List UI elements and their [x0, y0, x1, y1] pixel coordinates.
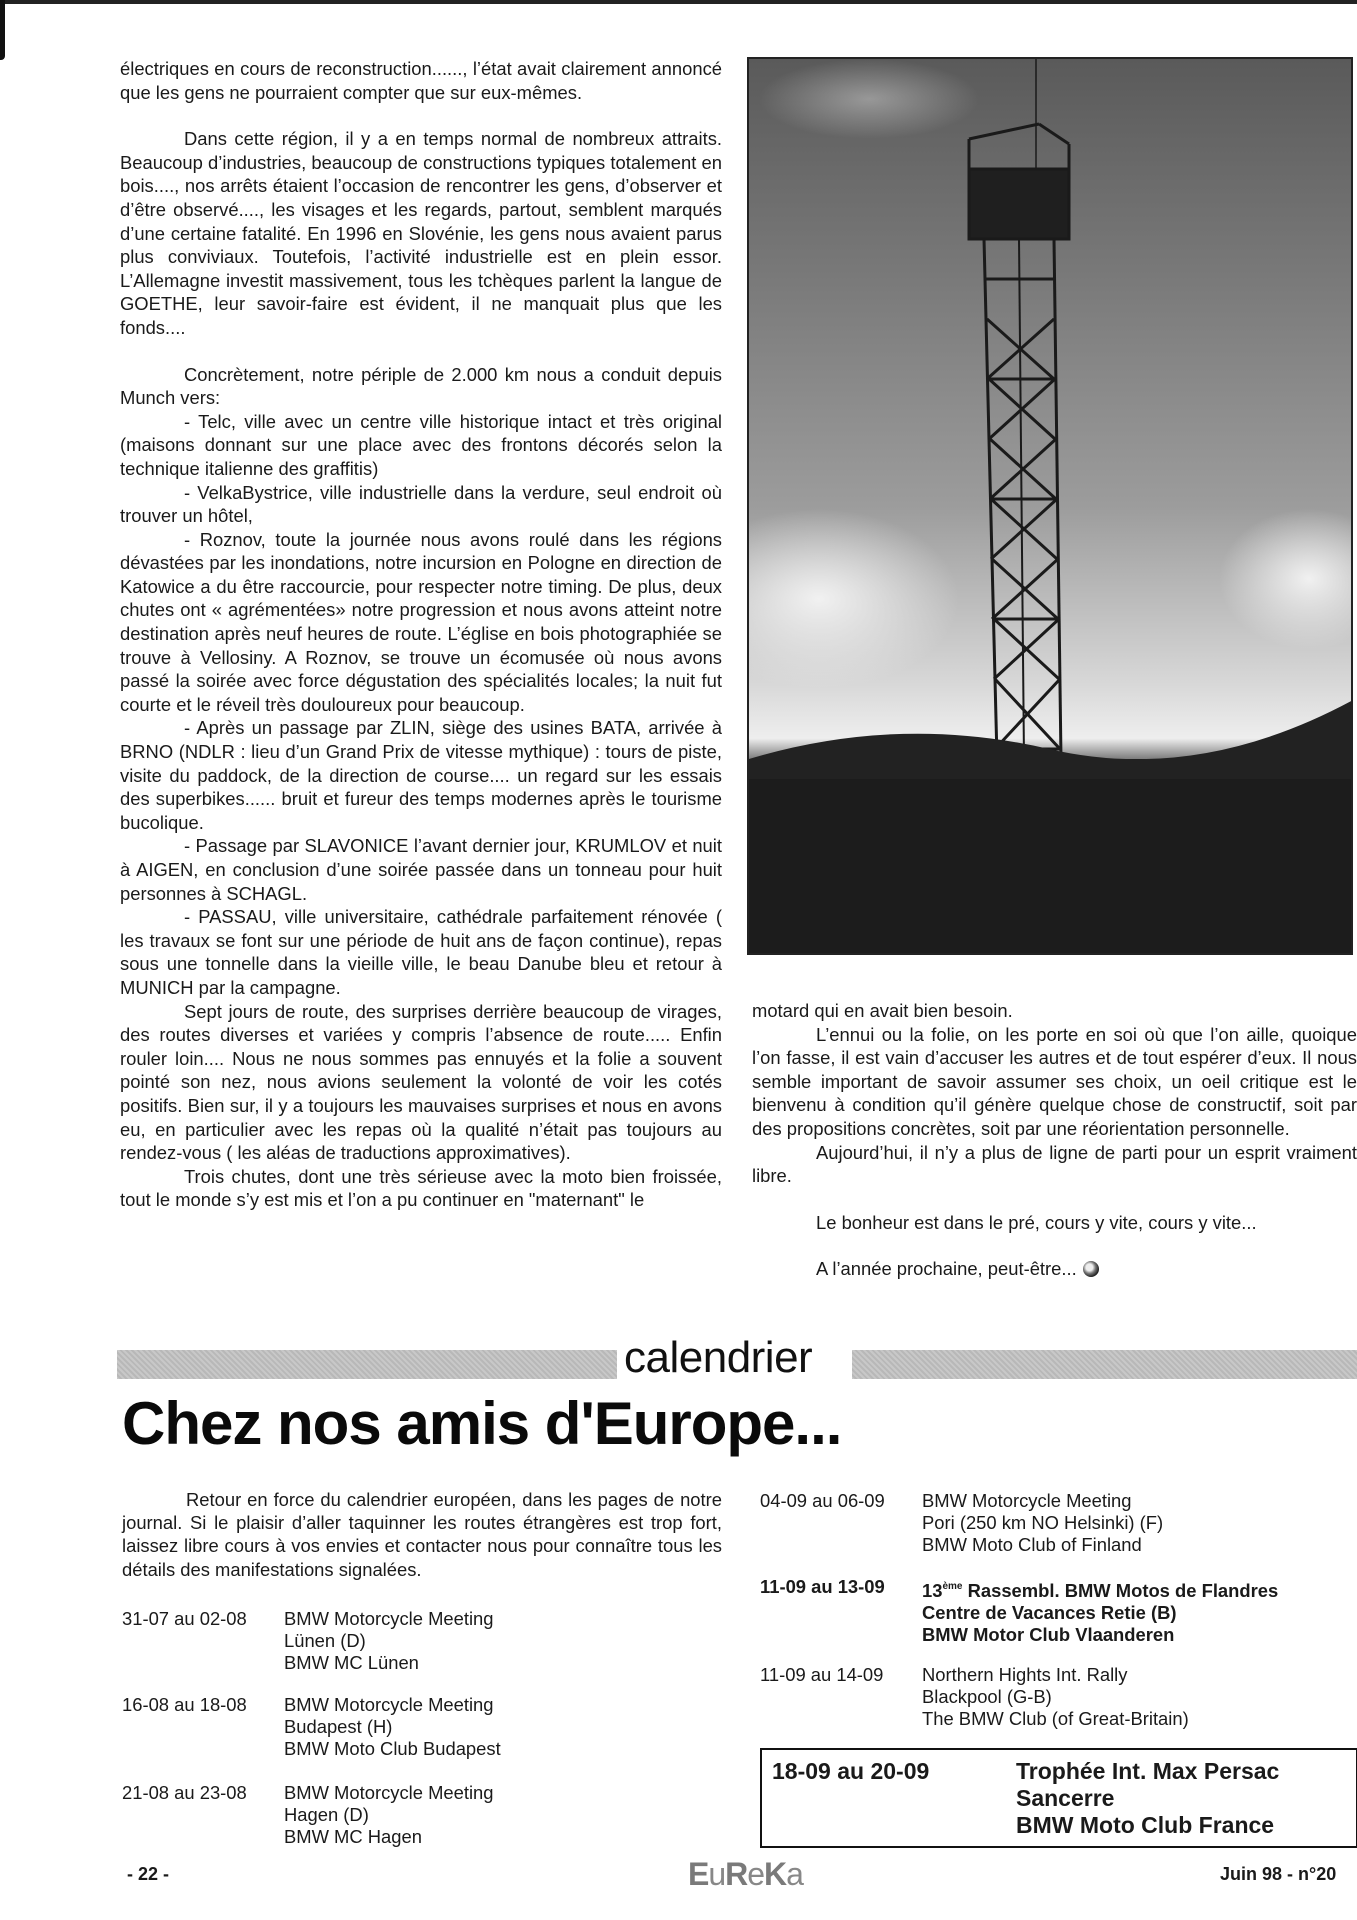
- event-location: Budapest (H): [284, 1716, 393, 1737]
- event-title: BMW Motorcycle Meeting: [284, 1694, 494, 1715]
- page-top-edge: [0, 0, 1357, 4]
- grass-field: [749, 759, 1353, 955]
- event-organizer: BMW Moto Club Budapest: [284, 1738, 501, 1759]
- paragraph-gap: [120, 104, 722, 127]
- logo-letter: K: [764, 1856, 787, 1892]
- event-location: Lünen (D): [284, 1630, 366, 1651]
- article-paragraph: - Après un passage par ZLIN, siège des usines BATA, arrivée à BRNO (NDLR : lieu d’un Grand Prix de vitesse mythique) : tours de piste, visite du paddock, de la direction de course.... un regard sur les essais des superbikes...... bruit et fureur des temps modernes après le tourisme bucolique.: [120, 717, 722, 833]
- logo-letter: e: [747, 1856, 765, 1892]
- event-organizer: BMW Moto Club of Finland: [922, 1534, 1142, 1555]
- event-location: Blackpool (G-B): [922, 1686, 1052, 1707]
- article-paragraph: Le bonheur est dans le pré, cours y vite, cours y vite...: [816, 1211, 1257, 1233]
- page-left-edge: [0, 0, 5, 60]
- tower-photo: [747, 57, 1353, 955]
- event-date: 31-07 au 02-08: [122, 1608, 247, 1629]
- logo-letter: R: [725, 1856, 748, 1892]
- article-paragraph: - Passage par SLAVONICE l’avant dernier jour, KRUMLOV et nuit à AIGEN, en conclusion d’une soirée passée dans un tonneau pour huit personnes à SCHAGL.: [120, 835, 722, 904]
- logo-letter: u: [708, 1856, 726, 1892]
- featured-event-location: Sancerre: [1016, 1785, 1115, 1811]
- ordinal-suffix: ème: [942, 1581, 963, 1592]
- featured-event-title: Trophée Int. Max Persac: [1016, 1758, 1280, 1784]
- article-paragraph: Sept jours de route, des surprises derrière beaucoup de virages, des routes diverses et variées y compris l’absence de route..... Enfin rouler loin.... Nous ne nous sommes pas ennuyés et la folie a souvent pointé son nez, nous avions seulement la volonté de voir les cotés positifs. Bien sur, il y a toujours les mauvaises surprises et nous en avons eu, en particulier avec les repas où la qualité n’était pas toujours au rendez-vous ( les aléas de traductions approximatives).: [120, 1000, 722, 1164]
- event-details: [284, 1694, 501, 1760]
- page-number: - 22 -: [127, 1864, 170, 1884]
- article-paragraph: Dans cette région, il y a en temps normal de nombreux attraits. Beaucoup d’industries, beaucoup de constructions typiques totalement en bois...., nos arrêts étaient l’occasion de rencontrer les gens, d’observer et d’être observé...., les visages et les regards, partout, semblent marqués d’une certaine fatalité. En 1996 en Slovénie, les gens nous avaient parus plus conviviaux. Toutefois, l’activité industrielle est en plein essor. L’Allemagne investit massivement, tous les tchèques parlent la langue de GOETHE, leur savoir-faire est évident, il ne manquait plus que les fonds....: [120, 128, 722, 338]
- event-title: 13ème Rassembl. BMW Motos de Flandres: [922, 1580, 1279, 1601]
- article-paragraph: - VelkaBystrice, ville industrielle dans la verdure, seul endroit où trouver un hôtel,: [120, 481, 722, 527]
- featured-event-details: [1016, 1758, 1279, 1839]
- event-organizer: BMW MC Hagen: [284, 1826, 422, 1847]
- event-title: Northern Hights Int. Rally: [922, 1664, 1128, 1685]
- event-title: BMW Motorcycle Meeting: [284, 1608, 494, 1629]
- event-details: [922, 1576, 1278, 1646]
- featured-event-organizer: BMW Moto Club France: [1016, 1812, 1275, 1838]
- event-date: 21-08 au 23-08: [122, 1782, 247, 1803]
- paragraph-gap: [752, 1234, 1357, 1257]
- article-paragraph: Aujourd’hui, il n’y a plus de ligne de parti pour un esprit vraiment libre.: [752, 1141, 1357, 1187]
- event-organizer: BMW Motor Club Vlaanderen: [922, 1624, 1175, 1645]
- article-paragraph: A l’année prochaine, peut-être...: [752, 1257, 1357, 1281]
- event-location: Hagen (D): [284, 1804, 369, 1825]
- event-location: Centre de Vacances Retie (B): [922, 1602, 1177, 1623]
- event-organizer: BMW MC Lünen: [284, 1652, 419, 1673]
- cloud-shape: [1219, 509, 1353, 649]
- event-details: [922, 1664, 1189, 1730]
- event-details: [922, 1490, 1163, 1556]
- section-label: calendrier: [624, 1333, 813, 1382]
- paragraph-gap: [752, 1188, 1357, 1211]
- section-bar-left: [117, 1350, 617, 1379]
- event-date: 04-09 au 06-09: [760, 1490, 885, 1511]
- logo-letter: a: [786, 1856, 803, 1892]
- event-details: [284, 1782, 494, 1848]
- article-paragraph: Concrètement, notre périple de 2.000 km nous a conduit depuis Munch vers:: [120, 363, 722, 409]
- calendar-headline: Chez nos amis d'Europe...: [122, 1390, 842, 1457]
- cloud-shape: [749, 509, 959, 689]
- bmw-roundel-icon: [1083, 1261, 1099, 1277]
- cloud-shape: [759, 59, 979, 139]
- article-left-column: [120, 57, 722, 1212]
- eureka-logo: [688, 1857, 803, 1891]
- event-date: 11-09 au 14-09: [760, 1664, 884, 1685]
- event-title: BMW Motorcycle Meeting: [284, 1782, 494, 1803]
- calendar-intro-text: Retour en force du calendrier européen, dans les pages de notre journal. Si le plaisir d’aller taquinner les routes étrangères est trop fort, laissez libre cours à vos envies et contacter nous pour connaître tous les détails des manifestations signalées.: [122, 1489, 722, 1580]
- logo-letter: E: [688, 1856, 709, 1892]
- article-paragraph: - Telc, ville avec un centre ville historique intact et très original (maisons donnant sur une place avec des frontons décorés selon la technique italienne des graffitis): [120, 410, 722, 479]
- event-organizer: The BMW Club (of Great-Britain): [922, 1708, 1189, 1729]
- tower-illustration: [749, 59, 1353, 955]
- event-details: [284, 1608, 494, 1674]
- event-date: 11-09 au 13-09: [760, 1576, 885, 1597]
- article-right-column: [752, 999, 1357, 1281]
- tower-structure: [969, 59, 1069, 759]
- featured-event-date: 18-09 au 20-09: [772, 1758, 930, 1784]
- event-title: BMW Motorcycle Meeting: [922, 1490, 1132, 1511]
- event-date: 16-08 au 18-08: [122, 1694, 247, 1715]
- featured-event: [760, 1748, 1357, 1848]
- event-location: Pori (250 km NO Helsinki) (F): [922, 1512, 1164, 1533]
- paragraph-gap: [120, 340, 722, 363]
- article-paragraph: motard qui en avait bien besoin.: [752, 1000, 1013, 1021]
- article-paragraph: électriques en cours de reconstruction......, l’état avait clairement annoncé que les gens ne pourraient compter que sur eux-mêmes.: [120, 58, 722, 103]
- section-bar-right: [852, 1350, 1357, 1379]
- article-paragraph: Trois chutes, dont une très sérieuse avec la moto bien froissée, tout le monde s’y est mis et l’on a pu continuer en "maternant" le: [120, 1165, 722, 1211]
- article-paragraph: L’ennui ou la folie, on les porte en soi où que l’on aille, quoique l’on fasse, il est vain d’accuser les autres et de tout espérer d’eux. Il nous semble important de savoir assumer ses choix, un oeil critique est le bienvenu à condition qu’il génère quelque chose de constructif, soit par des propositions concrètes, soit par une réorientation personnelle.: [752, 1023, 1357, 1139]
- article-paragraph: - Roznov, toute la journée nous avons roulé dans les régions dévastées par les inondations, notre incursion en Pologne en direction de Katowice a du être raccourcie, pour respecter notre timing. De plus, deux chutes ont « agrémentées» notre progression et nous avons atteint notre destination après neuf heures de route. L’église en bois photographiée se trouve à Vellosiny. A Roznov, se trouve un écomusée où nous avons passé la soirée avec force dégustation des spécialités locales; la nuit fut courte et le réveil très douloureux pour beaucoup.: [120, 528, 722, 715]
- issue-label: Juin 98 - n°20: [1220, 1864, 1337, 1884]
- calendar-intro: [122, 1488, 722, 1581]
- article-paragraph: - PASSAU, ville universitaire, cathédrale parfaitement rénovée ( les travaux se font sur une période de huit ans de façon continue), repas sous une tonnelle dans la vieille ville, le beau Danube bleu et retour à MUNICH par la campagne.: [120, 906, 722, 998]
